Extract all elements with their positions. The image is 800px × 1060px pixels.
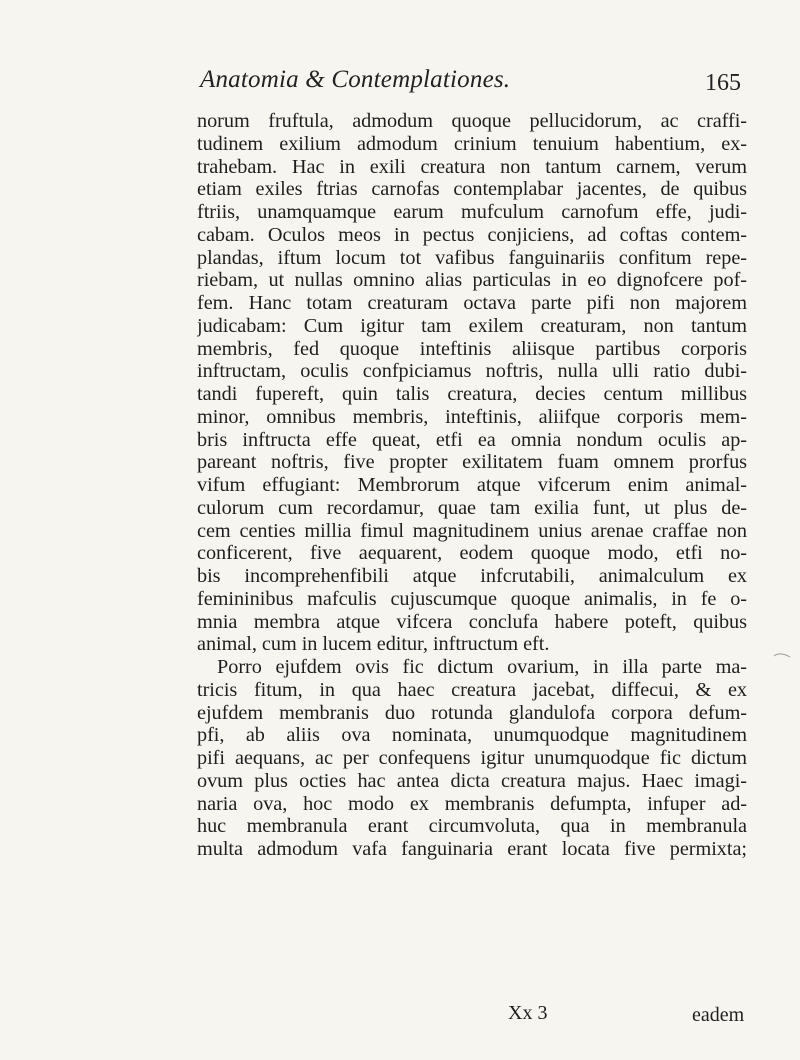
text-line: Porro ejufdem ovis fic dictum ovarium, in illa parte ma- [217,656,747,678]
text-line: plandas, iftum locum tot vafibus fanguinariis confitum repe- [197,246,747,269]
text-line: multa admodum vafa fanguinaria erant locata five permixta; [197,838,747,860]
text-line: bris inftructa effe queat, etfi ea omnia nondum oculis ap- [197,428,747,451]
body-text [197,110,747,861]
catchword: eadem [692,1004,745,1026]
text-line: etiam exiles ftrias carnofas contemplabar jacentes, de quibus [197,178,747,201]
text-line: naria ova, hoc modo ex membranis defumpta, infuper ad- [197,792,747,815]
text-line: ovum plus octies hac antea dicta creatura majus. Haec imagi- [197,769,747,792]
text-line: judicabam: Cum igitur tam exilem creaturam, non tantum [197,314,747,337]
text-line: vifum effugiant: Membrorum atque vifcerum enim animal- [197,474,747,496]
text-line: cabam. Oculos meos in pectus conjiciens, ad coftas contem- [197,223,747,246]
page-number: 165 [705,70,741,96]
running-title: Anatomia & Contemplationes. [200,66,511,93]
text-line: conficerent, five aequarent, eodem quoque modo, etfi no- [197,542,747,565]
text-line: trahebam. Hac in exili creatura non tantum carnem, verum [197,155,747,178]
text-line: cem centies millia fimul magnitudinem unius arenae craffae non [197,519,747,542]
text-line: norum fruftula, admodum quoque pellucidorum, ac craffi- [197,110,747,132]
text-line: ejufdem membranis duo rotunda glandulofa corpora defum- [197,701,747,724]
text-line: pifi aequans, ac per confequens igitur unumquodque fic dictum [197,747,747,769]
text-line: riebam, ut nullas omnino alias particulas in eo dignofcere pof- [197,269,747,292]
text-line: membris, fed quoque inteftinis aliisque partibus corporis [197,337,747,360]
text-line: culorum cum recordamur, quae tam exilia funt, ut plus de- [197,496,747,519]
page-footer [0,1002,800,1028]
text-line: ftriis, unamquamque earum mufculum carnofum effe, judi- [197,201,747,223]
text-line: femininibus mafculis cujuscumque quoque animalis, in fe o- [197,587,747,610]
text-line: pareant noftris, five propter exilitatem fuam omnem prorfus [197,451,747,474]
text-line: minor, omnibus membris, inteftinis, aliifque corporis mem- [197,405,747,428]
signature-mark: Xx 3 [508,1002,548,1024]
text-line: animal, cum in lucem editur, inftructum eft. [197,633,550,656]
margin-mark [773,651,791,661]
text-line: huc membranula erant circumvoluta, qua in membranula [197,815,747,838]
text-line: tandi fupereft, quin talis creatura, decies centum millibus [197,383,747,405]
text-line: mnia membra atque vifcera conclufa habere poteft, quibus [197,610,747,633]
text-line: tudinem exilium admodum crinium tenuium habentium, ex- [197,132,747,155]
text-line: tricis fitum, in qua haec creatura jacebat, diffecui, & ex [197,678,747,701]
text-line: inftructam, oculis confpiciamus noftris, nulla ulli ratio dubi- [197,360,747,383]
text-line: fem. Hanc totam creaturam octava parte pifi non majorem [197,292,747,314]
text-line: pfi, ab aliis ova nominata, unumquodque magnitudinem [197,724,747,747]
text-line: bis incomprehenfibili atque infcrutabili, animalculum ex [197,565,747,587]
